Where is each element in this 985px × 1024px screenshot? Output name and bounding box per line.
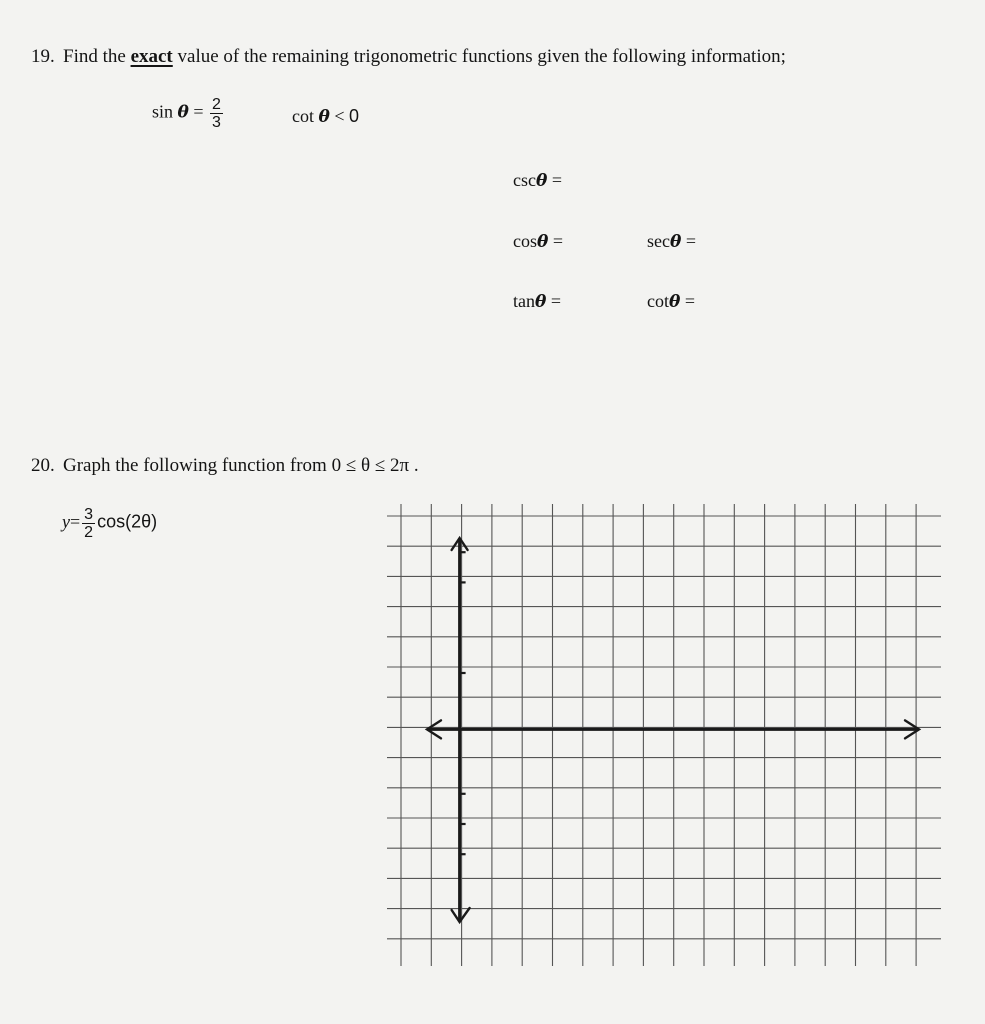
- given-sin-eq: =: [193, 101, 204, 122]
- answer-cos: [513, 231, 563, 252]
- answer-tan: [513, 291, 561, 312]
- answer-cot-eq: =: [684, 291, 695, 311]
- given-cot-func: cot: [292, 106, 314, 126]
- function-eq: =: [70, 511, 81, 532]
- function-expression: [62, 506, 157, 541]
- given-sin-fraction: [210, 96, 223, 131]
- question-20-domain: 0 ≤ θ ≤ 2π .: [331, 455, 419, 476]
- given-cot-value: 0: [349, 106, 360, 126]
- answer-csc: [513, 170, 562, 191]
- function-fraction: [82, 506, 95, 541]
- answer-cos-var: θ: [537, 232, 549, 252]
- graph-paper[interactable]: [385, 500, 945, 970]
- function-lhs: y: [62, 511, 70, 532]
- answer-csc-var: θ: [535, 171, 548, 191]
- answer-cot-var: θ: [669, 292, 681, 312]
- given-sin-func: sin: [152, 101, 174, 122]
- given-cot-var: θ: [318, 107, 330, 127]
- answer-cos-func: cos: [513, 231, 537, 251]
- question-19-prompt-after: value of the remaining trigonometric functions given the following information;: [177, 46, 786, 67]
- function-denominator: 2: [84, 524, 94, 541]
- function-numerator: 3: [84, 506, 94, 523]
- given-sin-var: θ: [177, 102, 189, 123]
- answer-sec-eq: =: [685, 231, 696, 251]
- answer-tan-var: θ: [535, 292, 547, 312]
- given-cot-relation: <: [334, 106, 345, 126]
- question-20-number: 20.: [31, 455, 55, 476]
- question-19-prompt-emphasis: exact: [130, 46, 173, 67]
- answer-cot: [647, 291, 695, 312]
- graph-grid[interactable]: [385, 500, 945, 970]
- answer-csc-func: csc: [513, 170, 536, 190]
- answer-cos-eq: =: [552, 231, 563, 251]
- question-20-prompt-text: Graph the following function from: [63, 455, 327, 476]
- answer-tan-func: tan: [513, 291, 535, 311]
- answer-sec: [647, 231, 696, 252]
- answer-csc-eq: =: [551, 170, 562, 190]
- given-sin-numerator: 2: [212, 96, 221, 113]
- question-19-number: 19.: [31, 46, 55, 67]
- given-sin-denominator: 3: [212, 114, 221, 131]
- question-20-prompt: [63, 455, 419, 477]
- given-sin: [152, 96, 225, 131]
- answer-sec-func: sec: [647, 231, 670, 251]
- answer-cot-func: cot: [647, 291, 669, 311]
- question-19-prompt: [63, 46, 786, 68]
- given-cot: [292, 106, 359, 127]
- function-rhs: cos(2θ): [97, 511, 158, 532]
- question-19-prompt-before: Find the: [63, 46, 126, 67]
- answer-sec-var: θ: [669, 232, 682, 252]
- answer-tan-eq: =: [550, 291, 561, 311]
